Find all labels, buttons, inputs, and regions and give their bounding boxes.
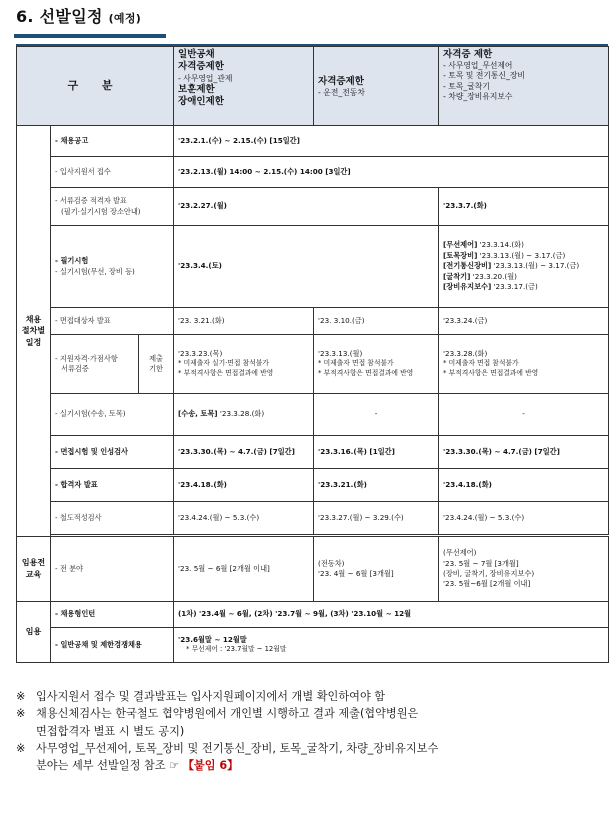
table-row: [17, 436, 609, 469]
section-title-text: 6. 선발일정: [16, 7, 103, 26]
row-interview-c3: '23.3.30.(목) ~ 4.7.(금) [7일간]: [439, 436, 609, 469]
row-result-label: - 합격자 발표: [51, 469, 174, 502]
title-underline: [14, 34, 166, 38]
row-apply-date: '23.2.13.(월) 14:00 ~ 2.15.(수) 14:00 [3일간]: [174, 157, 609, 188]
row-written-date-special: [무선제어] '23.3.14.(화) [토목장비] '23.3.13.(월) ~ 3.17.(금) [전기통신장비] '23.3.13.(월) ~ 3.17.(금) [굴착기] '23.3.20.(월) [장비유지보수] '23.3.17.(금): [439, 226, 609, 308]
row-fulltime-label: - 일반공채 및 제한경쟁채용: [51, 628, 174, 663]
row-doc-date-special: '23.3.7.(화): [439, 188, 609, 226]
table-row: [17, 126, 609, 157]
row-doc-verify-c1: '23.3.23.(목) * 미제출자 실기·면접 참석불가 * 부적격사항은 면접결과에 반영: [174, 335, 314, 394]
row-rail-c3: '23.4.24.(월) ~ 5.3.(수): [439, 502, 609, 535]
section-title: [16, 4, 141, 27]
row-training-c2: (전동차) '23. 4월 ~ 6월 [3개월]: [314, 537, 439, 602]
row-batch-text: (1차) '23.4월 ~ 6월, (2차) '23.7월 ~ 9월, (3차) '23.10월 ~ 12월: [174, 602, 609, 628]
row-batch-label: - 채용형인턴: [51, 602, 174, 628]
footnote: ※ 입사지원서 접수 및 결과발표는 입사지원페이지에서 개별 확인하여야 함: [16, 690, 386, 703]
header-col-license-special: 자격증 제한 - 사무영업_무선제어 - 토목 및 전기통신_장비 - 토목_굴착기 - 차량_장비유지보수: [439, 47, 609, 126]
row-interview-list-c2: '23. 3.10.(금): [314, 308, 439, 335]
row-rail-c1: '23.4.24.(월) ~ 5.3.(수): [174, 502, 314, 535]
row-doc-verify-deadline: 제출 기한: [139, 335, 174, 394]
row-doc-label: - 서류검증 적격자 발표 (필기·실기시험 장소안내): [51, 188, 174, 226]
row-interview-list-label: - 면접대상자 발표: [51, 308, 174, 335]
footnote: ※ 채용신체검사는 한국철도 협약병원에서 개인별 시행하고 결과 제출(협약병원은 면접합격자 별표 시 별도 공지): [16, 707, 419, 738]
table-row: [17, 602, 609, 628]
category-appoint: 임용: [17, 602, 51, 663]
row-fulltime-text: '23.6월말 ~ 12월말 * 무선제어 : '23.7월말 ~ 12월말: [174, 628, 609, 663]
row-practical-c1: [수송, 토목] '23.3.28.(화): [174, 394, 314, 436]
row-doc-verify-c2: '23.3.13.(월) * 미제출자 면접 참석불가 * 부적격사항은 면접결과에 반영: [314, 335, 439, 394]
row-training-c1: '23. 5월 ~ 6월 [2개월 이내]: [174, 537, 314, 602]
row-notice-date: '23.2.1.(수) ~ 2.15.(수) [15일간]: [174, 126, 609, 157]
row-interview-list-c1: '23. 3.21.(화): [174, 308, 314, 335]
row-interview-c2: '23.3.16.(목) [1일간]: [314, 436, 439, 469]
category-training: 임용전 교육: [17, 537, 51, 602]
footnote: ※ 사무영업_무선제어, 토목_장비 및 전기통신_장비, 토목_굴착기, 차량_장비유지보수 분야는 세부 선발일정 참조 ☞ 【붙임 6】: [16, 742, 439, 773]
row-doc-verify-label: - 지원자격·가점사항 서류검증: [51, 335, 139, 394]
row-written-label: - 필기시험 - 실기시험(무선, 장비 등): [51, 226, 174, 308]
row-result-c3: '23.4.18.(화): [439, 469, 609, 502]
header-col-license-driver: 자격증제한 - 운전_전동차: [314, 47, 439, 126]
row-practical-c2: -: [314, 394, 439, 436]
row-rail-c2: '23.3.27.(월) ~ 3.29.(수): [314, 502, 439, 535]
table-row: [17, 394, 609, 436]
row-training-c3: (무선제어) '23. 5월 ~ 7월 [3개월] (장비, 굴착기, 장비유지보수) '23. 5월~6월 [2개월 이내]: [439, 537, 609, 602]
table-row: [17, 469, 609, 502]
footnotes: [16, 688, 606, 775]
table-row: [17, 502, 609, 535]
attachment-reference: 【붙임 6】: [182, 759, 239, 773]
row-written-date-general: '23.3.4.(토): [174, 226, 439, 308]
row-apply-label: - 입사지원서 접수: [51, 157, 174, 188]
table-row: [17, 335, 609, 394]
row-doc-date-general: '23.2.27.(월): [174, 188, 439, 226]
table-row: [17, 628, 609, 663]
row-rail-label: - 철도적성검사: [51, 502, 174, 535]
row-training-label: - 전 분야: [51, 537, 174, 602]
table-row: [17, 157, 609, 188]
table-row: [17, 537, 609, 602]
row-practical-label: - 실기시험(수송, 토목): [51, 394, 174, 436]
section-subtitle: (예정): [108, 12, 142, 25]
row-interview-label: - 면접시험 및 인성검사: [51, 436, 174, 469]
row-interview-c1: '23.3.30.(목) ~ 4.7.(금) [7일간]: [174, 436, 314, 469]
row-result-c1: '23.4.18.(화): [174, 469, 314, 502]
table-row: [17, 188, 609, 226]
schedule-table: [16, 46, 609, 663]
table-row: [17, 308, 609, 335]
header-col-general: 일반공채 자격증제한 - 사무영업_관제 보훈제한 장애인제한: [174, 47, 314, 126]
row-result-c2: '23.3.21.(화): [314, 469, 439, 502]
category-recruit: 채용 절차별 일정: [17, 126, 51, 537]
row-doc-verify-c3: '23.3.28.(화) * 미제출자 면접 참석불가 * 부적격사항은 면접결과에 반영: [439, 335, 609, 394]
row-practical-c3: -: [439, 394, 609, 436]
table-header-row: [17, 47, 609, 126]
header-gubun: 구 분: [17, 47, 174, 126]
row-interview-list-c3: '23.3.24.(금): [439, 308, 609, 335]
row-notice-label: - 채용공고: [51, 126, 174, 157]
table-row: [17, 226, 609, 308]
